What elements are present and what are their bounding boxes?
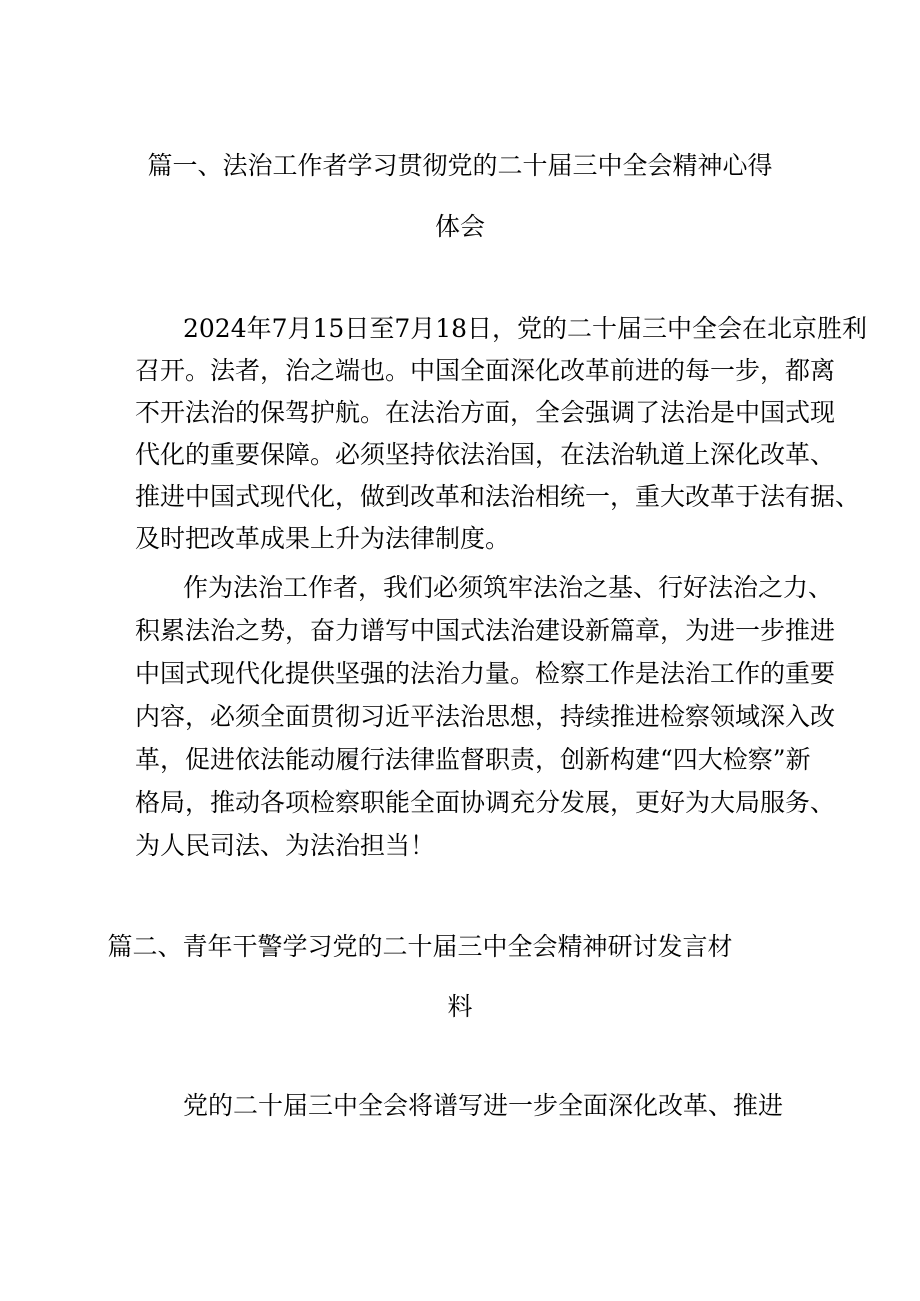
article-2-title-line-1: 篇二、青年干警学习党的二十届三中全会精神研讨发言材: [107, 932, 733, 961]
paragraph-line: 推进中国式现代化，做到改革和法治相统一，重大改革于法有据、: [135, 482, 861, 511]
paragraph-line: 党的二十届三中全会将谱写进一步全面深化改革、推进: [183, 1091, 784, 1120]
paragraph-line: 为人民司法、为法治担当！: [135, 831, 436, 860]
paragraph-line: 内容，必须全面贯彻习近平法治思想，持续推进检察领域深入改: [135, 702, 836, 731]
paragraph-line: 不开法治的保驾护航。在法治方面，全会强调了法治是中国式现: [135, 398, 836, 427]
article-2-title-line-2: 料: [447, 992, 473, 1021]
paragraph-line: 作为法治工作者，我们必须筑牢法治之基、行好法治之力、: [183, 573, 834, 602]
article-1-title-line-1: 篇一、法治工作者学习贯彻党的二十届三中全会精神心得: [147, 151, 773, 180]
paragraph-line: 2024年7月15日至7月18日，党的二十届三中全会在北京胜利: [183, 314, 868, 343]
paragraph-line: 中国式现代化提供坚强的法治力量。检察工作是法治工作的重要: [135, 659, 836, 688]
article-1-title-line-2: 体会: [434, 212, 485, 241]
paragraph-line: 召开。法者，治之端也。中国全面深化改革前进的每一步，都离: [135, 356, 836, 385]
paragraph-line: 积累法治之势，奋力谱写中国式法治建设新篇章，为进一步推进: [135, 616, 836, 645]
paragraph-line: 代化的重要保障。必须坚持依法治国，在法治轨道上深化改革、: [135, 440, 836, 469]
paragraph-line: 革，促进依法能动履行法律监督职责，创新构建“四大检察”新: [135, 745, 811, 774]
paragraph-line: 及时把改革成果上升为法律制度。: [135, 524, 511, 553]
paragraph-line: 格局，推动各项检察职能全面协调充分发展，更好为大局服务、: [135, 788, 836, 817]
